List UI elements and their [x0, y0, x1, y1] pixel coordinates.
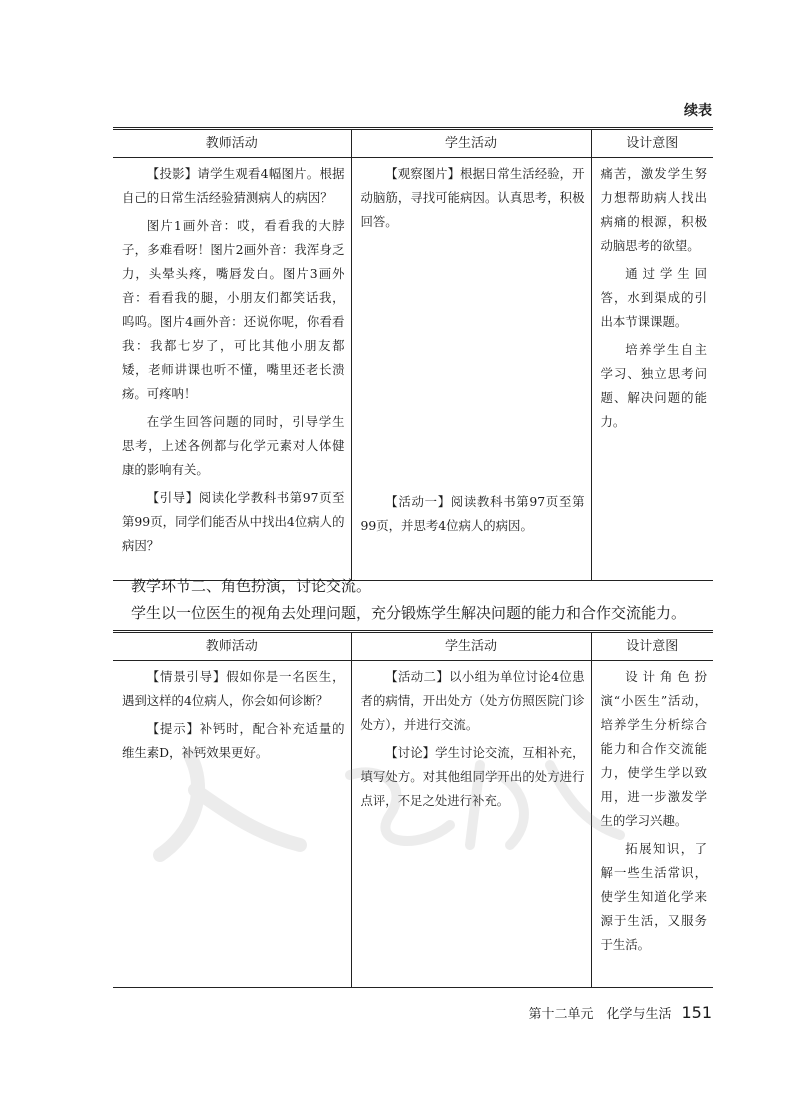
section-heading: 教学环节二、角色扮演，讨论交流。 [131, 577, 372, 595]
teacher-paragraph: 在学生回答问题的同时，引导学生思考，上述各例都与化学元素对人体健康的影响有关。 [122, 414, 345, 477]
design-paragraph: 痛苦，激发学生努力想帮助病人找出病痛的根源，积极动脑思考的欲望。 [600, 166, 707, 253]
teacher-paragraph: 【提示】补钙时，配合补充适量的维生素D，补钙效果更好。 [122, 721, 345, 760]
header-student-activity: 学生活动 [351, 632, 591, 661]
unit-title: 第十二单元 化学与生活 [528, 1007, 672, 1022]
design-intent-cell [591, 661, 713, 988]
student-activity-cell [351, 661, 591, 988]
teacher-activity-cell [113, 158, 351, 581]
header-design-intent: 设计意图 [591, 632, 713, 661]
teacher-paragraph: 【情景引导】假如你是一名医生，遇到这样的4位病人，你会如何诊断？ [122, 669, 345, 708]
teacher-paragraph: 【引导】阅读化学教科书第97页至第99页，同学们能否从中找出4位病人的病因？ [122, 490, 345, 553]
design-paragraph: 拓展知识，了解一些生活常识，使学生知道化学来源于生活，又服务于生活。 [600, 841, 707, 952]
header-teacher-activity: 教师活动 [113, 129, 351, 158]
table-row [113, 661, 713, 988]
design-paragraph: 设计角色扮演“小医生”活动，培养学生分析综合能力和合作交流能力，使学生学以致用，进一步激发学生的学习兴趣。 [600, 669, 707, 828]
teacher-activity-cell [113, 661, 351, 988]
activity-table-1 [113, 127, 713, 581]
table-row [113, 158, 713, 581]
activity-table-2 [113, 630, 713, 988]
student-paragraph: 【活动二】以小组为单位讨论4位患者的病情，开出处方（处方仿照医院门诊处方），并进行交流。 [360, 669, 585, 732]
student-activity-cell [351, 158, 591, 581]
section-goal: 学生以一位医生的视角去处理问题，充分锻炼学生解决问题的能力和合作交流能力。 [131, 604, 687, 622]
design-intent-cell [591, 158, 713, 581]
header-design-intent: 设计意图 [591, 129, 713, 158]
continued-label: 续表 [684, 103, 712, 119]
header-teacher-activity: 教师活动 [113, 632, 351, 661]
student-paragraph: 【讨论】学生讨论交流，互相补充，填写处方。对其他组同学开出的处方进行点评，不足之处进行补充。 [360, 745, 585, 808]
teacher-paragraph: 【投影】请学生观看4幅图片。根据自己的日常生活经验猜测病人的病因？ [122, 166, 345, 205]
design-paragraph: 培养学生自主学习、独立思考问题、解决问题的能力。 [600, 342, 707, 429]
table-header-row [113, 129, 713, 158]
student-paragraph: 【观察图片】根据日常生活经验，开动脑筋，寻找可能病因。认真思考，积极回答。 [360, 166, 585, 229]
page-footer [500, 1003, 712, 1022]
teacher-paragraph: 图片1画外音：哎，看看我的大脖子，多难看呀！图片2画外音：我浑身乏力，头晕头疼，嘴唇发白。图片3画外音：看看我的腿，小朋友们都笑话我，呜呜。图片4画外音：还说你呢，你看看我：我都七岁了，可比其他小朋友都矮，老师讲课也听不懂，嘴里还老长溃疡。可疼呐！ [122, 218, 345, 401]
design-paragraph: 通过学生回答，水到渠成的引出本节课课题。 [600, 266, 707, 329]
header-student-activity: 学生活动 [351, 129, 591, 158]
student-paragraph: 【活动一】阅读教科书第97页至第99页，并思考4位病人的病因。 [360, 494, 585, 533]
table-header-row [113, 632, 713, 661]
page-number: 151 [681, 1003, 712, 1022]
